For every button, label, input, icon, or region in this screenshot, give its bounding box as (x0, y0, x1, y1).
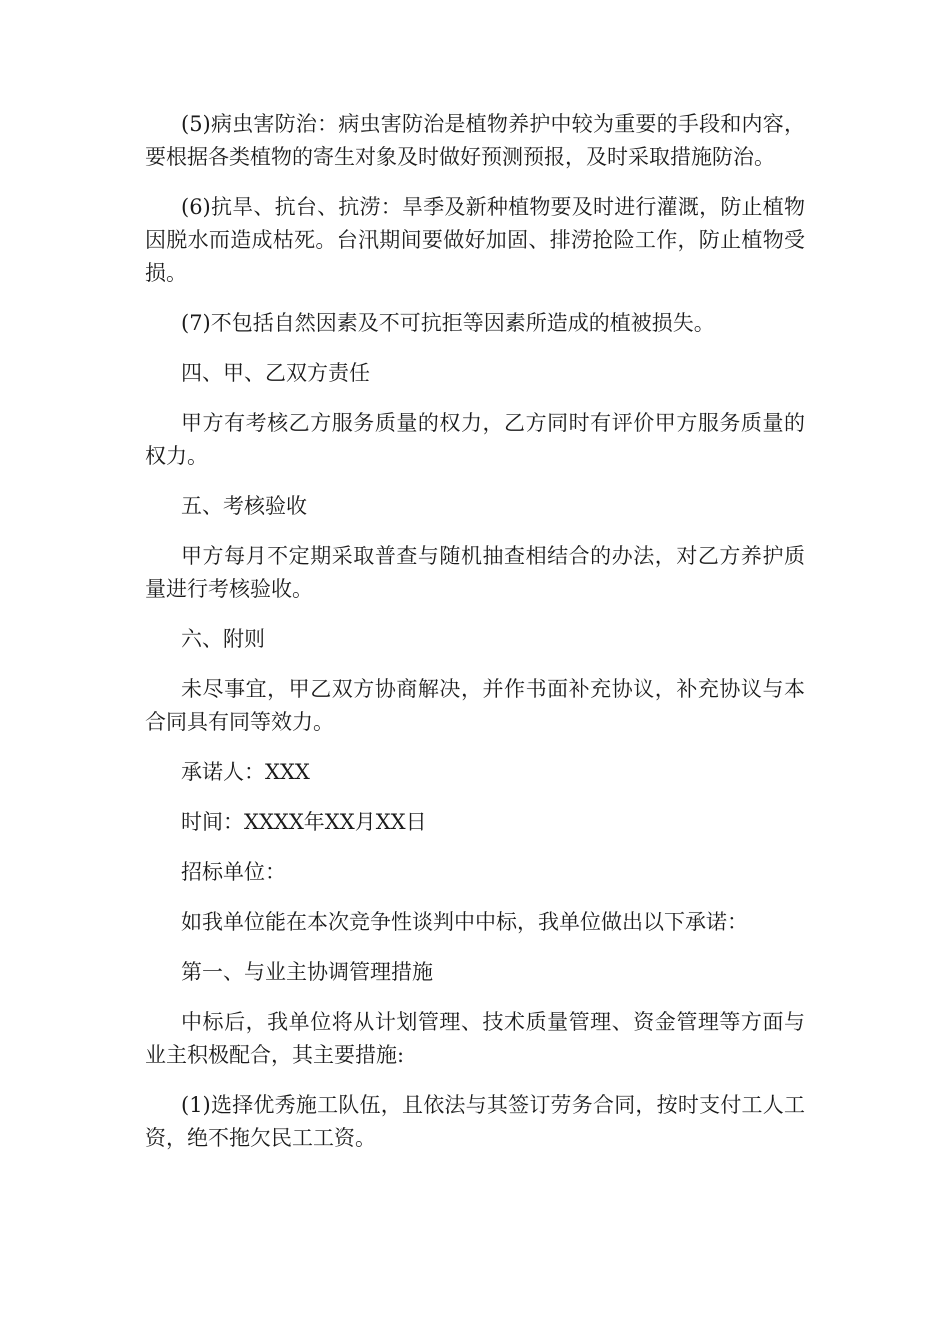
section-heading-responsibilities: 四、甲、乙双方责任 (181, 361, 370, 385)
paragraph-labor-team: (1)选择优秀施工队伍，且依法与其签订劳务合同，按时支付工人工资，绝不拖欠民工工资。 (145, 1093, 805, 1150)
section-heading-coordination: 第一、与业主协调管理措施 (181, 960, 433, 984)
document-page (145, 108, 805, 1172)
section-heading-supplementary: 六、附则 (181, 627, 265, 651)
bidding-unit-line: 招标单位： (181, 860, 286, 884)
paragraph-coordination: 中标后，我单位将从计划管理、技术质量管理、资金管理等方面与业主积极配合，其主要措施: (145, 1010, 805, 1067)
date-line: 时间：XXXX年XX月XX日 (181, 810, 427, 834)
section-heading-acceptance: 五、考核验收 (181, 494, 307, 518)
paragraph-responsibilities: 甲方有考核乙方服务质量的权力，乙方同时有评价甲方服务质量的权力。 (145, 411, 805, 468)
paragraph-drought-typhoon-flood: (6)抗旱、抗台、抗涝：旱季及新种植物要及时进行灌溉，防止植物因脱水而造成枯死。台汛期间要做好加固、排涝抢险工作，防止植物受损。 (145, 195, 805, 285)
paragraph-commitment-intro: 如我单位能在本次竞争性谈判中中标，我单位做出以下承诺： (181, 910, 748, 934)
promisor-line: 承诺人：XXX (181, 760, 310, 784)
paragraph-pest-control: (5)病虫害防治：病虫害防治是植物养护中较为重要的手段和内容，要根据各类植物的寄生对象及时做好预测预报，及时采取措施防治。 (145, 112, 805, 169)
paragraph-acceptance: 甲方每月不定期采取普查与随机抽查相结合的办法，对乙方养护质量进行考核验收。 (145, 544, 805, 601)
paragraph-exclusions: (7)不包括自然因素及不可抗拒等因素所造成的植被损失。 (181, 311, 715, 335)
paragraph-supplementary: 未尽事宜，甲乙双方协商解决，并作书面补充协议，补充协议与本合同具有同等效力。 (145, 677, 805, 734)
